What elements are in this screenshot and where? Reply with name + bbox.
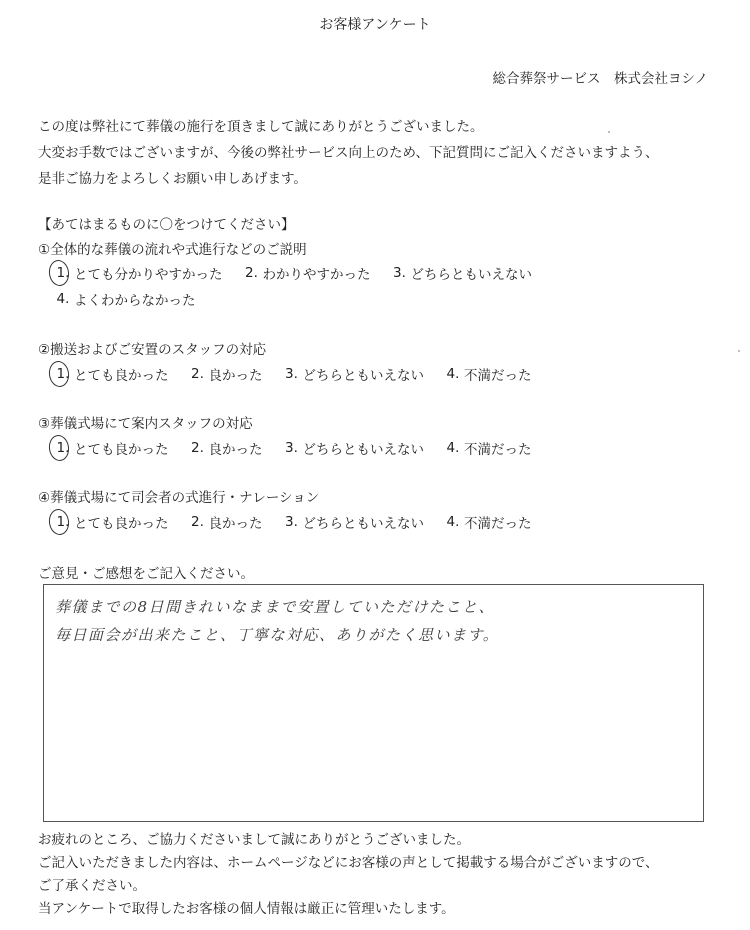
option-label: どちらともいえない (302, 442, 424, 458)
q1-option-3[interactable] (389, 263, 533, 283)
option-label: わかりやすかった (262, 267, 371, 283)
option-number: 4. (56, 291, 70, 307)
closing-text (38, 829, 658, 921)
option-number: 4. (446, 440, 460, 456)
q2-option-2[interactable] (187, 364, 263, 384)
q2-option-4[interactable] (442, 364, 532, 384)
scan-speck (608, 131, 610, 133)
company-name: 総合葬祭サービス 株式会社ヨシノ (492, 71, 708, 87)
question-4-options (52, 512, 550, 532)
question-2-options (52, 364, 550, 384)
comment-box[interactable] (43, 584, 704, 822)
question-1-options (52, 263, 550, 283)
option-number: 4. (446, 514, 460, 530)
option-label: とても良かった (74, 516, 169, 532)
scan-speck (738, 350, 740, 352)
closing-line-4: 当アンケートで取得したお客様の個人情報は厳正に管理いたします。 (38, 901, 455, 917)
q3-option-1[interactable] (52, 438, 169, 458)
intro-line-2: 大変お手数ではございますが、今後の弊社サービス向上のため、下記質問にご記入くださいますよう、 (38, 145, 659, 161)
intro-line-1: この度は弊社にて葬儀の施行を頂きまして誠にありがとうございました。 (38, 119, 484, 135)
intro-line-3: 是非ご協力をよろしくお願い申しあげます。 (38, 171, 307, 187)
option-number: 1. (56, 514, 70, 530)
closing-line-3: ご了承ください。 (38, 878, 146, 894)
q2-option-3[interactable] (281, 364, 425, 384)
handwritten-comment-line-1: 葬儀までの8日間きれいなままで安置していただけたこと、 (55, 598, 496, 616)
handwritten-comment-line-2: 毎日面会が出来たこと、丁寧な対応、ありがたく思います。 (55, 626, 500, 644)
option-label: よくわからなかった (74, 293, 196, 309)
instruction-text: 【あてはまるものに〇をつけてください】 (38, 217, 295, 233)
selected-circle-mark (47, 360, 70, 389)
option-label: どちらともいえない (302, 516, 424, 532)
option-label: 不満だった (464, 368, 532, 384)
q1-option-4[interactable] (52, 289, 196, 309)
option-number: 3. (393, 265, 406, 281)
q2-option-1[interactable] (52, 364, 169, 384)
selected-circle-mark (47, 434, 70, 463)
option-number: 3. (285, 440, 298, 456)
option-label: 良かった (208, 368, 263, 384)
option-number: 2. (191, 514, 204, 530)
option-label: どちらともいえない (302, 368, 424, 384)
option-number: 3. (285, 514, 298, 530)
option-label: どちらともいえない (410, 267, 532, 283)
question-4-title: ④葬儀式場にて司会者の式進行・ナレーション (38, 490, 320, 506)
option-label: 不満だった (464, 516, 532, 532)
option-label: とても良かった (74, 442, 169, 458)
option-number: 4. (446, 366, 460, 382)
option-label: とても良かった (74, 368, 169, 384)
option-label: とても分かりやすかった (74, 267, 223, 283)
q3-option-3[interactable] (281, 438, 425, 458)
q3-option-2[interactable] (187, 438, 263, 458)
q3-option-4[interactable] (442, 438, 532, 458)
question-2-title: ②搬送およびご安置のスタッフの対応 (38, 342, 267, 358)
option-number: 2. (245, 265, 258, 281)
closing-line-1: お疲れのところ、ご協力くださいまして誠にありがとうございました。 (38, 832, 470, 848)
intro-text (38, 114, 658, 192)
question-1-options-row-2 (52, 289, 214, 309)
comment-label: ご意見・ご感想をご記入ください。 (38, 566, 254, 582)
option-number: 2. (191, 366, 204, 382)
option-label: 良かった (208, 516, 263, 532)
q4-option-3[interactable] (281, 512, 425, 532)
option-label: 良かった (208, 442, 263, 458)
option-number: 2. (191, 440, 204, 456)
question-3-options (52, 438, 550, 458)
q4-option-4[interactable] (442, 512, 532, 532)
closing-line-2: ご記入いただきました内容は、ホームページなどにお客様の声として掲載する場合がございますので、 (38, 855, 659, 871)
selected-circle-mark (47, 508, 70, 537)
q4-option-1[interactable] (52, 512, 169, 532)
option-number: 1. (56, 366, 70, 382)
q1-option-2[interactable] (241, 263, 371, 283)
option-label: 不満だった (464, 442, 532, 458)
q1-option-1[interactable] (52, 263, 223, 283)
selected-circle-mark (47, 259, 70, 288)
option-number: 1. (56, 440, 70, 456)
q4-option-2[interactable] (187, 512, 263, 532)
survey-title: お客様アンケート (319, 17, 431, 33)
option-number: 1. (56, 265, 70, 281)
question-3-title: ③葬儀式場にて案内スタッフの対応 (38, 416, 253, 432)
question-1-title: ①全体的な葬儀の流れや式進行などのご説明 (38, 242, 307, 258)
option-number: 3. (285, 366, 298, 382)
